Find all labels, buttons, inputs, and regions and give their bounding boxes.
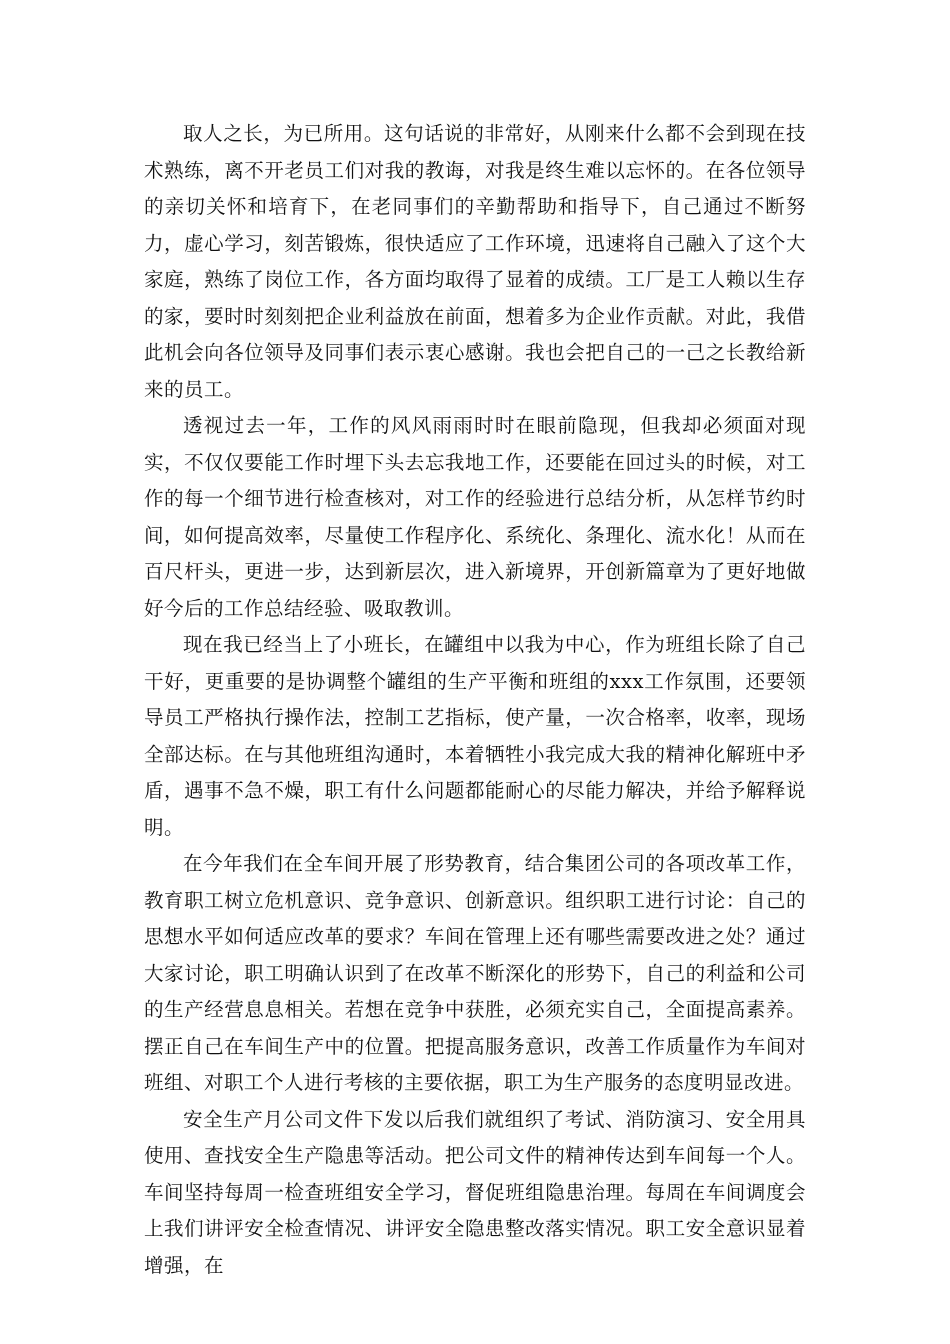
- paragraph-3: 现在我已经当上了小班长，在罐组中以我为中心，作为班组长除了自己干好，更重要的是协调整个罐组的生产平衡和班组的xxx工作氛围，还要领导员工严格执行操作法，控制工艺指标，使产量，一次合格率，收率，现场全部达标。在与其他班组沟通时，本着牺牲小我完成大我的精神化解班中矛盾，遇事不急不燥，职工有什么问题都能耐心的尽能力解决，并给予解释说明。: [144, 633, 806, 839]
- paragraph-5: 安全生产月公司文件下发以后我们就组织了考试、消防演习、安全用具使用、查找安全生产隐患等活动。把公司文件的精神传达到车间每一个人。车间坚持每周一检查班组安全学习，督促班组隐患治理。每周在车间调度会上我们讲评安全检查情况、讲评安全隐患整改落实情况。职工安全意识显着增强，在: [144, 1107, 806, 1277]
- paragraph-2: 透视过去一年，工作的风风雨雨时时在眼前隐现，但我却必须面对现实，不仅仅要能工作时埋下头去忘我地工作，还要能在回过头的时候，对工作的每一个细节进行检查核对，对工作的经验进行总结分析，从怎样节约时间，如何提高效率，尽量使工作程序化、系统化、条理化、流水化！从而在百尺杆头，更进一步，达到新层次，进入新境界，开创新篇章为了更好地做好今后的工作总结经验、吸取教训。: [144, 414, 806, 620]
- paragraph-1: 取人之长，为已所用。这句话说的非常好，从刚来什么都不会到现在技术熟练，离不开老员工们对我的教诲，对我是终生难以忘怀的。在各位领导的亲切关怀和培育下，在老同事们的辛勤帮助和指导下，自己通过不断努力，虚心学习，刻苦锻炼，很快适应了工作环境，迅速将自己融入了这个大家庭，熟练了岗位工作，各方面均取得了显着的成绩。工厂是工人赖以生存的家，要时时刻刻把企业利益放在前面，想着多为企业作贡献。对此，我借此机会向各位领导及同事们表示衷心感谢。我也会把自己的一己之长教给新来的员工。: [144, 122, 806, 401]
- document-body: [144, 116, 806, 1284]
- paragraph-4: 在今年我们在全车间开展了形势教育，结合集团公司的各项改革工作，教育职工树立危机意识、竞争意识、创新意识。组织职工进行讨论：自己的思想水平如何适应改革的要求？车间在管理上还有哪些需要改进之处？通过大家讨论，职工明确认识到了在改革不断深化的形势下，自己的利益和公司的生产经营息息相关。若想在竞争中获胜，必须充实自己，全面提高素养。摆正自己在车间生产中的位置。把提高服务意识，改善工作质量作为车间对班组、对职工个人进行考核的主要依据，职工为生产服务的态度明显改进。: [144, 852, 806, 1094]
